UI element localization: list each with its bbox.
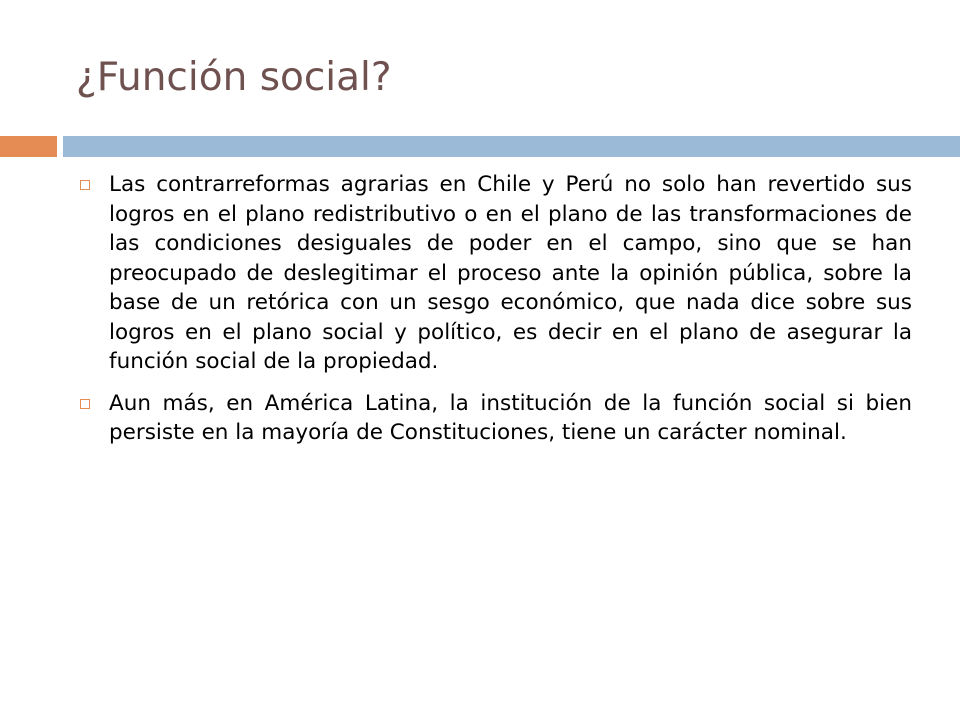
bullet-item [80,389,912,448]
bullet-item [80,170,912,377]
square-bullet-icon [80,180,90,190]
square-bullet-icon [80,399,90,409]
bullet-text: Aun más, en América Latina, la institución de la función social si bien persiste en la mayoría de Constituciones, tiene un carácter nominal. [109,390,912,445]
accent-bar-blue [63,136,960,157]
bullet-list [80,170,912,460]
bullet-text: Las contrarreformas agrarias en Chile y Perú no solo han revertido sus logros en el plano redistributivo o en el plano de las transformaciones de las condiciones desiguales de poder en el campo, sino que se han preocupado de deslegitimar el proceso ante la opinión pública, sobre la base de un retórica con un sesgo económico, que nada dice sobre sus logros en el plano social y político, es decir en el plano de asegurar la función social de la propiedad. [109,172,912,374]
accent-bar-orange [0,136,57,157]
slide-title: ¿Función social? [76,55,392,100]
